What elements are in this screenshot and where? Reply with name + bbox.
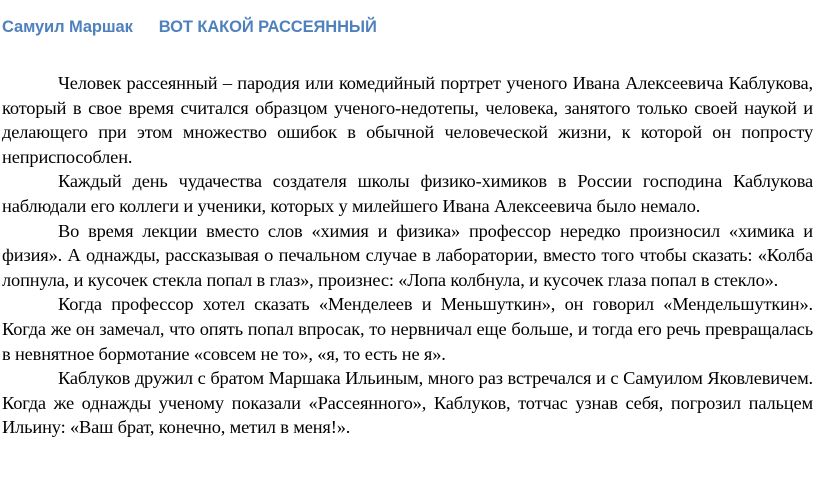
paragraph: Когда профессор хотел сказать «Менделеев и Меньшуткин», он говорил «Мендельшуткин». Когда же он замечал, что опять попал впросак, то нервничал еще больше, и тогда его речь превращалась в невнятное бормотание «совсем не то», «я, то есть не я».	[2, 294, 813, 364]
paragraph: Каблуков дружил с братом Маршака Ильиным, много раз встречался и с Самуилом Яковлевичем. Когда же однажды ученому показали «Рассеянного», Каблуков, тотчас узнав себя, погрозил пальцем Ильину: «Ваш брат, конечно, метил в меня!».	[2, 368, 813, 438]
paragraph: Во время лекции вместо слов «химия и физика» профессор нередко произносил «химика и физия». А однажды, рассказывая о печальном случае в лаборатории, вместо того чтобы сказать: «Колба лопнула, и кусочек стекла попал в глаз», произнес: «Лопа колбнула, и кусочек глаза попал в стекло».	[2, 220, 813, 290]
document-heading	[2, 18, 377, 37]
poem-title: ВОТ КАКОЙ РАССЕЯННЫЙ	[158, 18, 377, 36]
paragraph: Человек рассеянный – пародия или комедийный портрет ученого Ивана Алексеевича Каблукова, который в свое время считался образцом ученого-недотепы, человека, занятого только своей наукой и делающего при этом множество ошибок в обычной человеческой жизни, к которой он попросту неприспособлен.	[2, 73, 813, 167]
author-name: Самуил Маршак	[2, 18, 133, 36]
article-body	[2, 71, 813, 440]
paragraph: Каждый день чудачества создателя школы физико-химиков в России господина Каблукова наблюдали его коллеги и ученики, которых у милейшего Ивана Алексеевича было немало.	[2, 171, 813, 216]
